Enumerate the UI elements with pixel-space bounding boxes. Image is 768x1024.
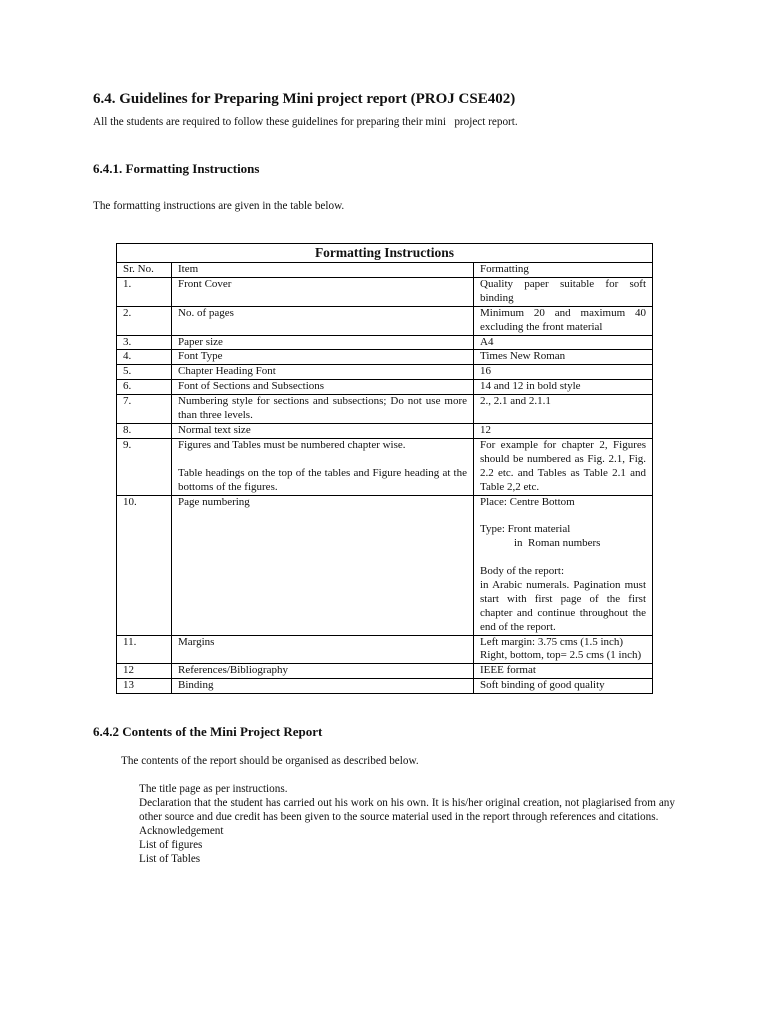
row-formatting: Quality paper suitable for soft binding	[474, 277, 653, 306]
row-formatting	[474, 635, 653, 664]
row-item	[172, 438, 474, 495]
row-formatting: IEEE format	[474, 664, 653, 679]
page-numbering-body: Body of the report:	[480, 565, 565, 577]
row-srno: 5.	[117, 365, 172, 380]
line-gap	[178, 453, 467, 467]
table-row	[117, 277, 653, 306]
row-item: Margins	[172, 635, 474, 664]
line-gap	[480, 551, 646, 565]
row-item-line-2: Table headings on the top of the tables and Figure heading at the bottoms of the figures.	[178, 466, 467, 493]
page-numbering-type: Type: Front material	[480, 523, 571, 536]
section-heading-contents: 6.4.2 Contents of the Mini Project Report	[93, 724, 323, 740]
row-formatting: Minimum 20 and maximum 40 excluding the front material	[474, 306, 653, 335]
row-formatting: 14 and 12 in bold style	[474, 380, 653, 395]
table-header-row	[117, 263, 653, 278]
table-row	[117, 365, 653, 380]
row-item: No. of pages	[172, 306, 474, 335]
row-item: Front Cover	[172, 277, 474, 306]
table-row	[117, 306, 653, 335]
margin-left: Left margin: 3.75 cms (1.5 inch)	[480, 635, 624, 648]
list-item: List of figures	[139, 839, 203, 852]
table-row	[117, 664, 653, 679]
row-srno: 8.	[117, 423, 172, 438]
row-formatting: Soft binding of good quality	[474, 679, 653, 694]
row-srno: 10.	[117, 495, 172, 635]
table-title: Formatting Instructions	[117, 244, 653, 263]
row-srno: 9.	[117, 438, 172, 495]
table-intro: The formatting instructions are given in the table below.	[93, 200, 345, 212]
contents-list	[139, 782, 675, 866]
row-item: Numbering style for sections and subsections; Do not use more than three levels.	[172, 395, 474, 424]
row-formatting: Times New Roman	[474, 350, 653, 365]
header-item: Item	[172, 263, 474, 278]
row-item: Font of Sections and Subsections	[172, 380, 474, 395]
section-heading-formatting: 6.4.1. Formatting Instructions	[93, 161, 260, 176]
header-srno: Sr. No.	[117, 263, 172, 278]
row-srno: 3.	[117, 335, 172, 350]
row-srno: 6.	[117, 380, 172, 395]
contents-intro: The contents of the report should be organised as described below.	[121, 755, 419, 768]
row-srno: 2.	[117, 306, 172, 335]
row-formatting: 12	[474, 423, 653, 438]
row-srno: 13	[117, 679, 172, 694]
row-formatting: 16	[474, 365, 653, 380]
row-formatting	[474, 495, 653, 635]
row-formatting: 2., 2.1 and 2.1.1	[474, 395, 653, 424]
table-row	[117, 635, 653, 664]
row-item-line-1: Figures and Tables must be numbered chapter wise.	[178, 438, 406, 451]
row-formatting: For example for chapter 2, Figures should be numbered as Fig. 2.1, Fig. 2.2 etc. and Tables as Table 2.1 and Table 2,2 etc.	[474, 438, 653, 495]
table-row	[117, 438, 653, 495]
row-item: Paper size	[172, 335, 474, 350]
table-row	[117, 335, 653, 350]
row-item: Binding	[172, 679, 474, 694]
list-item: List of Tables	[139, 853, 201, 866]
row-srno: 11.	[117, 635, 172, 664]
row-item: Page numbering	[172, 495, 474, 635]
header-formatting: Formatting	[474, 263, 653, 278]
row-srno: 12	[117, 664, 172, 679]
table-row	[117, 679, 653, 694]
row-srno: 1.	[117, 277, 172, 306]
intro-paragraph: All the students are required to follow these guidelines for preparing their mini project report.	[93, 116, 518, 128]
table-row	[117, 350, 653, 365]
formatting-table	[116, 243, 653, 694]
table-row	[117, 395, 653, 424]
row-srno: 4.	[117, 350, 172, 365]
margin-right: Right, bottom, top= 2.5 cms (1 inch)	[480, 649, 642, 662]
row-srno: 7.	[117, 395, 172, 424]
page-numbering-place: Place: Centre Bottom	[480, 495, 575, 508]
document-page	[93, 90, 675, 866]
page-heading: 6.4. Guidelines for Preparing Mini project report (PROJ CSE402)	[93, 91, 516, 107]
row-formatting: A4	[474, 335, 653, 350]
list-item: Acknowledgement	[139, 825, 224, 838]
table-row	[117, 423, 653, 438]
page-numbering-roman: in Roman numbers	[514, 537, 601, 550]
line-gap	[480, 509, 646, 523]
row-item: Normal text size	[172, 423, 474, 438]
table-row	[117, 495, 653, 635]
list-item: The title page as per instructions.	[139, 783, 288, 796]
row-item: Chapter Heading Font	[172, 365, 474, 380]
list-item: Declaration that the student has carried out his work on his own. It is his/her original creation, not plagiarised from any other source and due credit has been given to the source material used in the report through references and citations.	[139, 797, 675, 824]
row-item: References/Bibliography	[172, 664, 474, 679]
table-row	[117, 380, 653, 395]
row-item: Font Type	[172, 350, 474, 365]
page-numbering-arabic: in Arabic numerals. Pagination must start with first page of the first chapter and continue throughout the end of the report.	[480, 578, 647, 633]
